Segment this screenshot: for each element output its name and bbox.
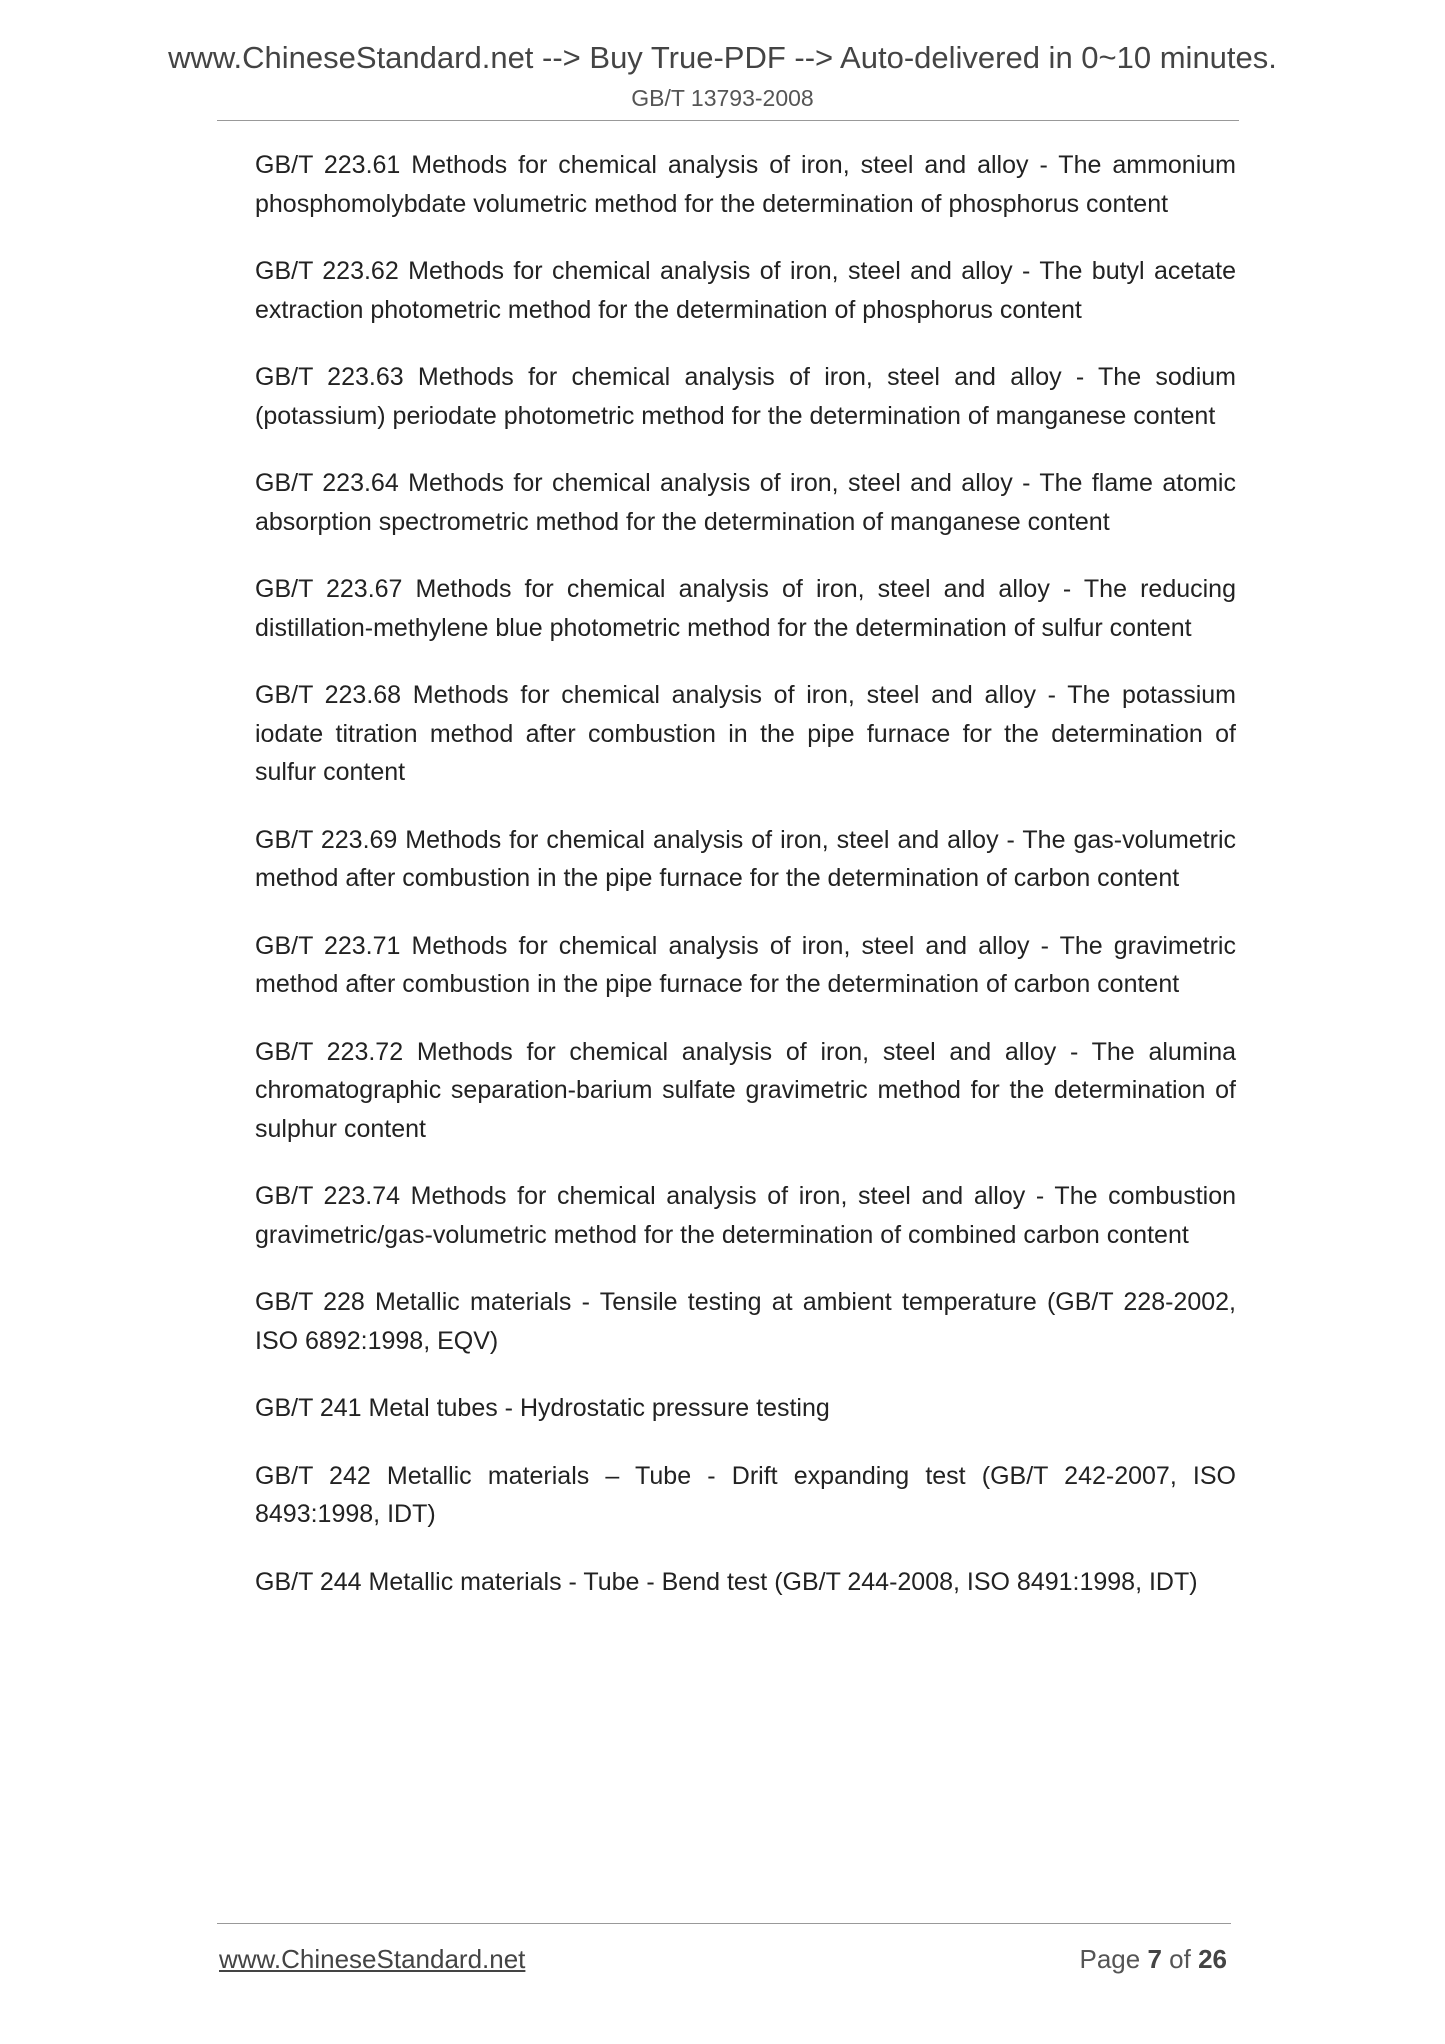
page-total: 26: [1198, 1944, 1227, 1974]
reference-entry: GB/T 242 Metallic materials – Tube - Drift expanding test (GB/T 242-2007, ISO 8493:1998, IDT): [255, 1461, 1236, 1528]
header-banner: www.ChineseStandard.net --> Buy True-PDF --> Auto-delivered in 0~10 minutes.: [168, 40, 1277, 75]
page-indicator: [1079, 1944, 1227, 1975]
reference-entry: GB/T 223.63 Methods for chemical analysis of iron, steel and alloy - The sodium (potassium) periodate photometric method for the determination of manganese content: [255, 363, 1236, 430]
reference-entry: GB/T 223.72 Methods for chemical analysis of iron, steel and alloy - The alumina chromatographic separation-barium sulfate gravimetric method for the determination of sulphur content: [255, 1037, 1236, 1143]
page-current: 7: [1147, 1944, 1162, 1974]
reference-entry: GB/T 223.61 Methods for chemical analysis of iron, steel and alloy - The ammonium phosphomolybdate volumetric method for the determination of phosphorus content: [255, 151, 1236, 218]
page-prefix: Page: [1079, 1944, 1141, 1974]
reference-entry: GB/T 223.74 Methods for chemical analysis of iron, steel and alloy - The combustion gravimetric/gas-volumetric method for the determination of combined carbon content: [255, 1182, 1236, 1249]
reference-entry: GB/T 223.69 Methods for chemical analysis of iron, steel and alloy - The gas-volumetric method after combustion in the pipe furnace for the determination of carbon content: [255, 825, 1236, 892]
reference-list: [255, 146, 1236, 1630]
reference-entry: GB/T 223.67 Methods for chemical analysis of iron, steel and alloy - The reducing distillation-methylene blue photometric method for the determination of sulfur content: [255, 575, 1236, 642]
reference-entry: GB/T 223.71 Methods for chemical analysis of iron, steel and alloy - The gravimetric method after combustion in the pipe furnace for the determination of carbon content: [255, 931, 1236, 998]
reference-entry: GB/T 244 Metallic materials - Tube - Bend test (GB/T 244-2008, ISO 8491:1998, IDT): [255, 1567, 1198, 1596]
reference-entry: GB/T 223.68 Methods for chemical analysis of iron, steel and alloy - The potassium iodate titration method after combustion in the pipe furnace for the determination of sulfur content: [255, 681, 1236, 786]
footer-divider: [217, 1923, 1231, 1924]
reference-entry: GB/T 223.64 Methods for chemical analysis of iron, steel and alloy - The flame atomic absorption spectrometric method for the determination of manganese content: [255, 469, 1236, 536]
page-of: of: [1169, 1944, 1191, 1974]
header-divider: [217, 120, 1239, 121]
standard-number: GB/T 13793-2008: [631, 85, 814, 111]
footer-website-link[interactable]: www.ChineseStandard.net: [219, 1944, 526, 1974]
reference-entry: GB/T 241 Metal tubes - Hydrostatic pressure testing: [255, 1394, 830, 1422]
reference-entry: GB/T 223.62 Methods for chemical analysis of iron, steel and alloy - The butyl acetate extraction photometric method for the determination of phosphorus content: [255, 257, 1236, 324]
reference-entry: GB/T 228 Metallic materials - Tensile testing at ambient temperature (GB/T 228-2002, ISO 6892:1998, EQV): [255, 1288, 1236, 1355]
